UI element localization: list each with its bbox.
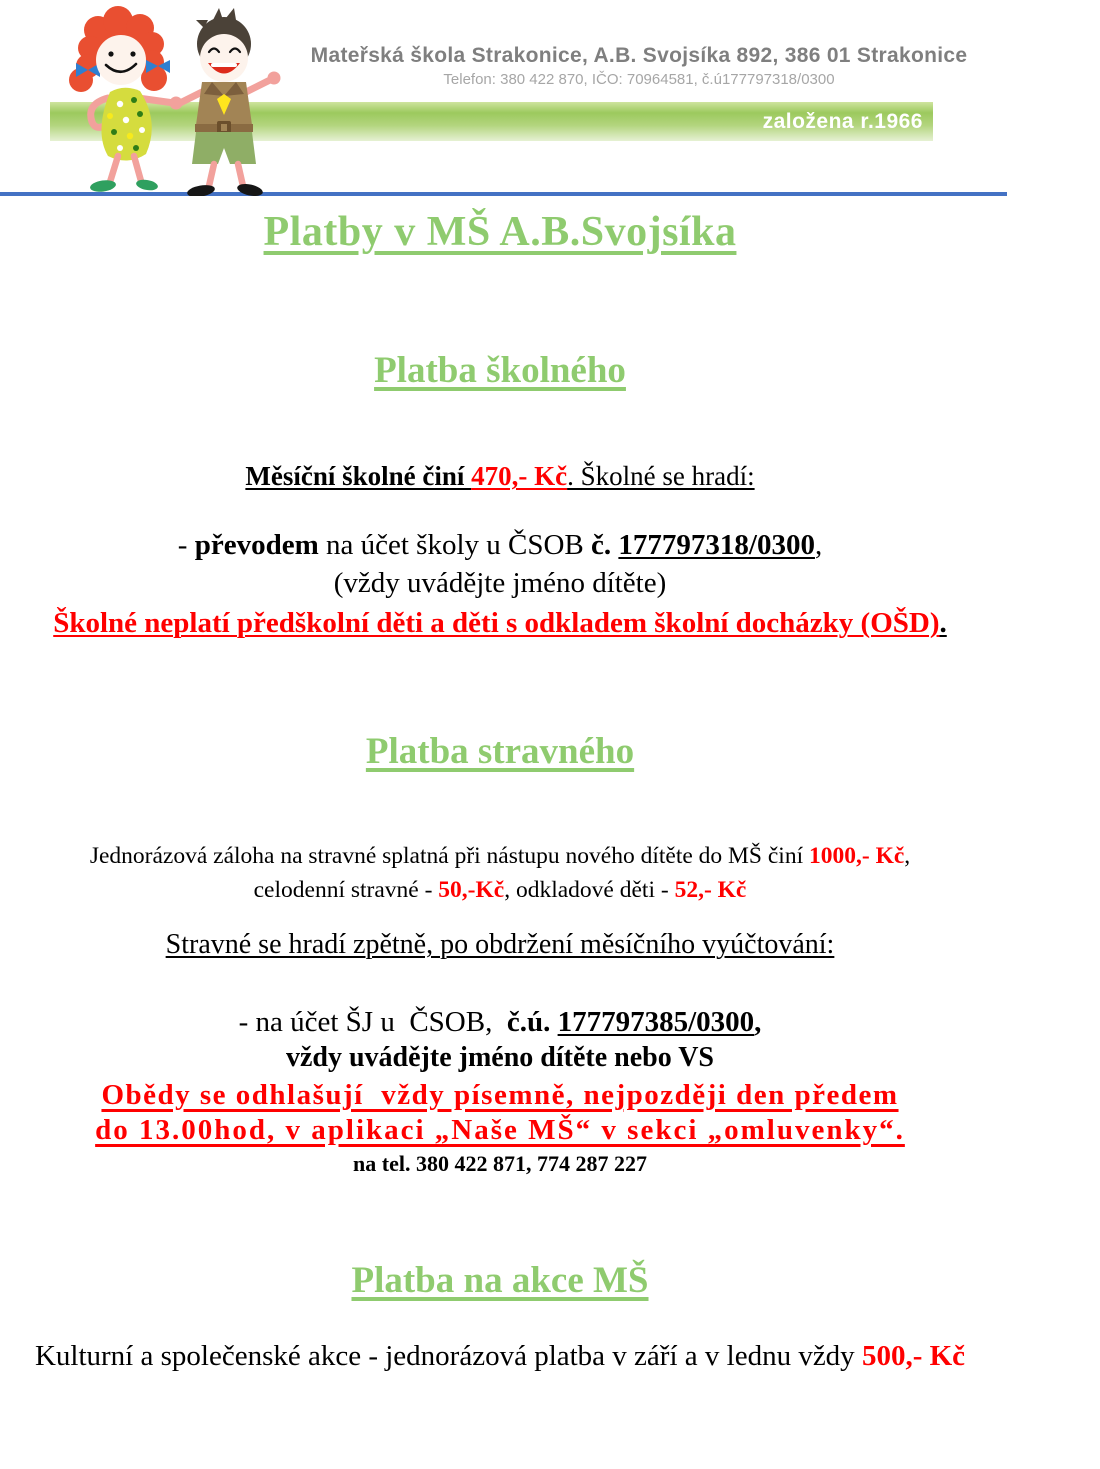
deposit-line [0,843,1000,870]
boy-figure [170,8,281,196]
transfer-line [0,529,1000,562]
account-cu: č.ú. [506,1006,558,1038]
events-payment-line [0,1340,1000,1373]
account-comma: , [754,1006,762,1038]
transfer-dash: - [177,529,195,561]
lunch-cancel-line2: do 13.00hod, v aplikaci „Naše MŠ“ v sekci „omluvenky“. [95,1114,905,1146]
daily-amount-deferred: 52,- Kč [674,877,747,903]
exemption-period: . [939,607,947,639]
fee-tail: . Školné se hradí: [567,461,755,491]
section-title-stravne: Platba stravného [365,731,635,772]
canteen-account-number: 177797385/0300 [557,1006,755,1038]
deposit-amount: 1000,- Kč [809,843,905,869]
school-contact: Telefon: 380 422 870, IČO: 70964581, č.ú177797318/0300 [443,71,835,88]
daily-lead: celodenní stravné - [253,877,439,903]
transfer-method: převodem [194,529,319,561]
transfer-mid: na účet školy u ČSOB [318,529,592,561]
daily-mid: , odkladové děti - [504,877,675,903]
account-lead: - na účet ŠJ u ČSOB, [238,1006,507,1038]
fee-amount: 470,- Kč [471,461,568,491]
billing-text: Stravné se hradí zpětně, po obdržení měsíčního vyúčtování: [165,929,835,960]
transfer-c: č. [591,529,619,561]
exemption-line [0,607,1000,640]
school-name: Mateřská škola Strakonice, A.B. Svojsíka 892, 386 01 Strakonice [310,44,968,67]
billing-line [0,929,1000,961]
founded-text: založena r.1966 [762,109,923,133]
section-title-akce: Platba na akce MŠ [351,1260,649,1301]
transfer-account: 177797318/0300 [618,529,815,561]
exemption-text: Školné neplatí předškolní děti a děti s odkladem školní docházky (OŠD) [53,607,940,639]
child-name-note: (vždy uvádějte jméno dítěte) [333,567,667,599]
daily-amount-full: 50,-Kč [438,877,505,903]
page-title: Platby v MŠ A.B.Svojsíka [263,209,737,255]
deposit-comma: , [904,843,911,869]
fee-lead: Měsíční školné činí [245,461,472,491]
section-title-skolne: Platba školného [374,350,626,391]
transfer-comma: , [814,529,823,561]
events-lead: Kulturní a společenské akce - jednorázová platba v září a v lednu vždy [34,1340,862,1372]
fee-line [0,461,1000,492]
daily-rate-line [0,877,1000,904]
phone-line: na tel. 380 422 871, 774 287 227 [353,1151,647,1176]
vs-note-line: vždy uvádějte jméno dítěte nebo VS [285,1042,714,1073]
girl-figure [69,6,174,193]
canteen-account-line [0,1006,1000,1039]
lunch-cancel-line1: Obědy se odhlašují vždy písemně, nejpozději den předem [101,1079,899,1111]
children-illustration [48,4,288,196]
events-amount: 500,- Kč [861,1340,966,1372]
deposit-lead: Jednorázová záloha na stravné splatná při nástupu nového dítěte do MŠ činí [89,843,809,869]
